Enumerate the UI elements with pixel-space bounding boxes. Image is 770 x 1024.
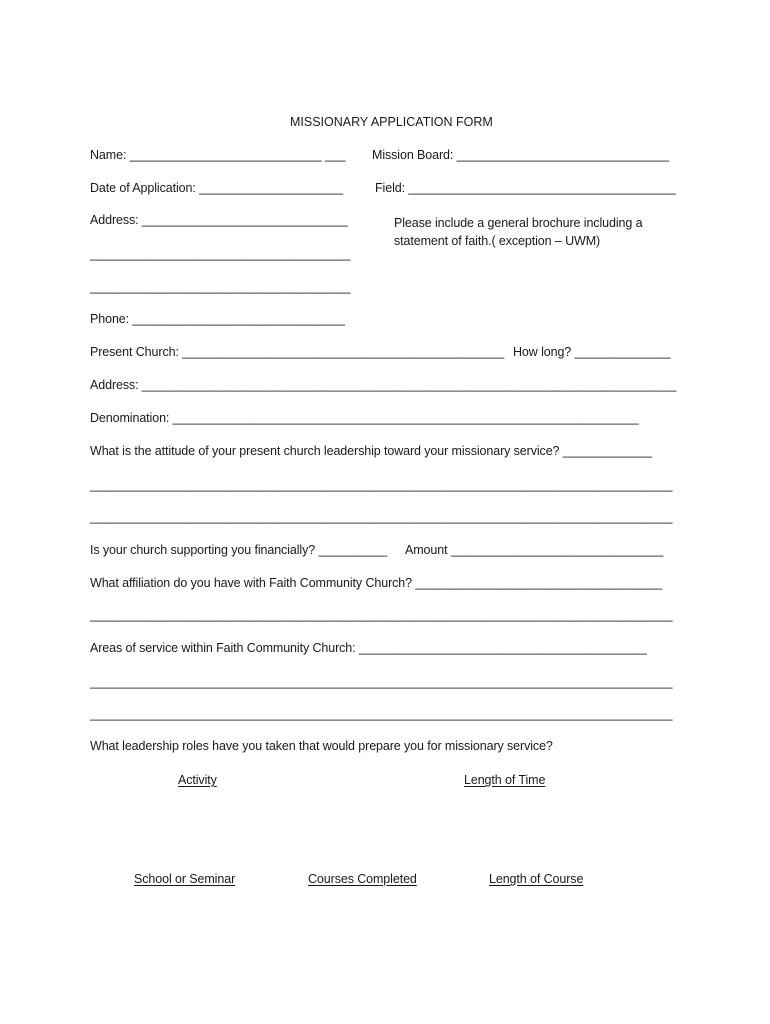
length-of-time-column-header: Length of Time xyxy=(464,773,546,787)
school-or-seminar-column-header: School or Seminar xyxy=(134,872,236,886)
church-address-field[interactable]: Address: ______________________________________________________________________________ xyxy=(90,378,677,392)
how-long-field[interactable]: How long? ______________ xyxy=(513,345,671,359)
activity-column-header: Activity xyxy=(178,773,217,787)
denomination-field[interactable]: Denomination: ____________________________________________________________________ xyxy=(90,411,639,425)
blank-answer-line[interactable]: _____________________________________________________________________________________ xyxy=(90,608,673,622)
blank-answer-line[interactable]: _____________________________________________________________________________________ xyxy=(90,478,673,492)
form-title: MISSIONARY APPLICATION FORM xyxy=(290,115,493,129)
name-field[interactable]: Name: ____________________________ ___ xyxy=(90,148,346,162)
blank-answer-line[interactable]: _____________________________________________________________________________________ xyxy=(90,707,673,721)
financial-support-field[interactable]: Is your church supporting you financially? __________ xyxy=(90,543,387,557)
areas-of-service-field[interactable]: Areas of service within Faith Community Church: __________________________________________ xyxy=(90,641,647,655)
address-field-line-3[interactable]: ______________________________________ xyxy=(90,280,351,294)
amount-field[interactable]: Amount _______________________________ xyxy=(405,543,664,557)
blank-answer-line[interactable]: _____________________________________________________________________________________ xyxy=(90,510,673,524)
affiliation-question-field[interactable]: What affiliation do you have with Faith Community Church? ____________________________________ xyxy=(90,576,663,590)
field-field[interactable]: Field: _______________________________________ xyxy=(375,181,676,195)
leadership-roles-question: What leadership roles have you taken that would prepare you for missionary service? xyxy=(90,739,553,753)
length-of-course-column-header: Length of Course xyxy=(489,872,584,886)
address-field-line-1[interactable]: Address: ______________________________ xyxy=(90,213,348,227)
present-church-field[interactable]: Present Church: _______________________________________________ xyxy=(90,345,505,359)
address-field-line-2[interactable]: ______________________________________ xyxy=(90,247,351,261)
attitude-question-field[interactable]: What is the attitude of your present church leadership toward your missionary service? _____________ xyxy=(90,444,652,458)
date-of-application-field[interactable]: Date of Application: _____________________ xyxy=(90,181,343,195)
blank-answer-line[interactable]: _____________________________________________________________________________________ xyxy=(90,675,673,689)
mission-board-field[interactable]: Mission Board: _______________________________ xyxy=(372,148,670,162)
phone-field[interactable]: Phone: _______________________________ xyxy=(90,312,345,326)
courses-completed-column-header: Courses Completed xyxy=(308,872,417,886)
brochure-note: Please include a general brochure including a statement of faith.( exception – UWM) xyxy=(394,216,643,248)
